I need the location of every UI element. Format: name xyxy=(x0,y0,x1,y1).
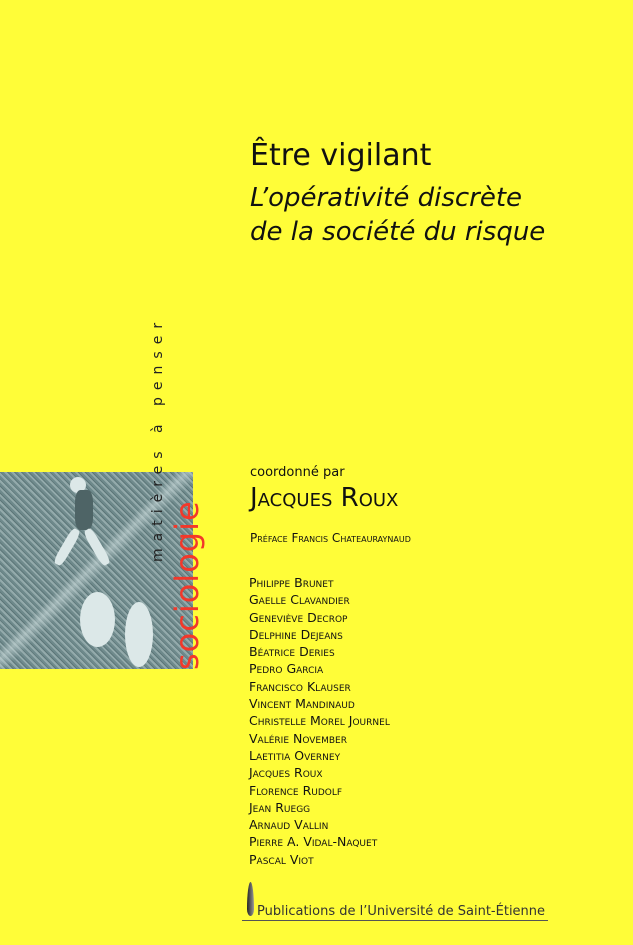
book-subtitle xyxy=(250,181,545,249)
subtitle-line: de la société du risque xyxy=(250,217,546,247)
book-title: Être vigilant xyxy=(250,138,432,173)
publisher-imprint xyxy=(242,880,548,921)
preface-credit: Préface Francis Chateauraynaud xyxy=(250,531,411,545)
author: Valérie November xyxy=(249,730,347,746)
feather-logo-icon xyxy=(247,882,254,916)
author: Geneviève Decrop xyxy=(249,609,348,625)
author: Pedro Garcia xyxy=(249,661,324,677)
author: Jean Ruegg xyxy=(249,799,311,815)
author-list xyxy=(249,574,390,868)
author: Francisco Klauser xyxy=(249,678,351,694)
author: Florence Rudolf xyxy=(249,782,343,798)
author: Christelle Morel Journel xyxy=(249,713,390,729)
editor-name: Jacques Roux xyxy=(250,483,399,513)
author: Béatrice Deries xyxy=(249,644,335,660)
author: Pascal Viot xyxy=(249,851,314,867)
author: Laetitia Overney xyxy=(249,747,341,763)
coordinated-by-label: coordonné par xyxy=(250,465,345,480)
series-discipline: sociologie xyxy=(168,500,206,670)
subtitle-line: L’opérativité discrète xyxy=(250,183,523,213)
author: Delphine Dejeans xyxy=(249,626,343,642)
series-name: matières à penser xyxy=(150,315,166,562)
author: Vincent Mandinaud xyxy=(249,696,355,712)
publisher-name: Publications de l’Université de Saint-Étienne xyxy=(257,904,546,919)
author: Jacques Roux xyxy=(249,765,323,781)
author: Pierre A. Vidal-Naquet xyxy=(249,834,378,850)
author: Arnaud Vallin xyxy=(249,817,329,833)
author: Philippe Brunet xyxy=(249,575,334,590)
author: Gaelle Clavandier xyxy=(249,592,350,608)
